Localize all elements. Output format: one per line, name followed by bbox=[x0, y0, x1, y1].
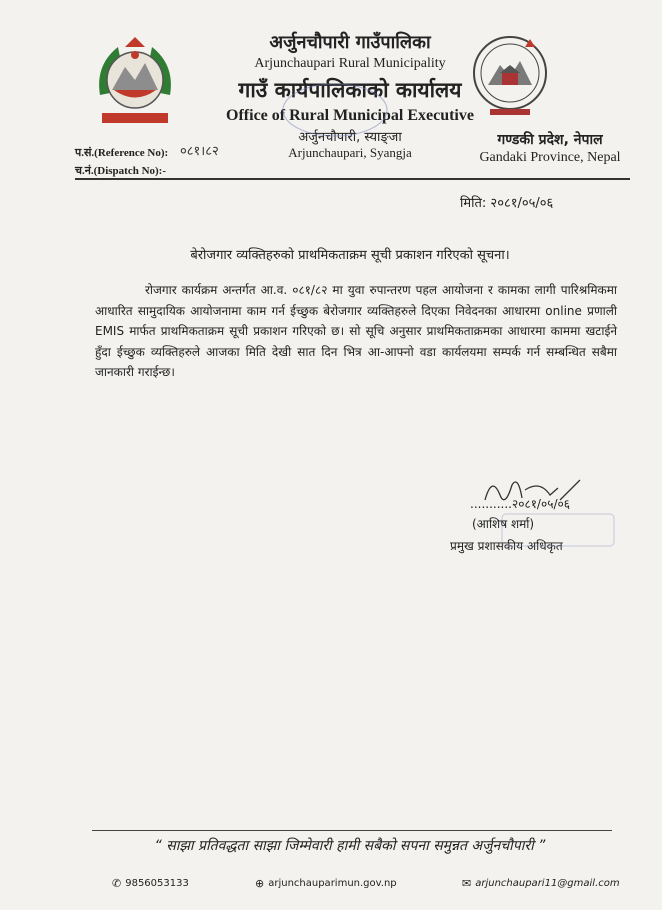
dispatch-label: च.नं.(Dispatch No):- bbox=[75, 165, 166, 177]
email-text: arjunchaupari11@gmail.com bbox=[475, 878, 620, 889]
office-name-en: Office of Rural Municipal Executive bbox=[226, 107, 474, 124]
signatory-title: प्रमुख प्रशासकीय अधिकृत bbox=[450, 539, 563, 553]
address-en: Arjunchaupari, Syangja bbox=[288, 145, 412, 160]
signature-date: २०८१/०५/०६ bbox=[511, 497, 570, 511]
footer-website bbox=[255, 877, 397, 890]
municipality-name-en: Arjunchaupari Rural Municipality bbox=[254, 56, 446, 71]
footer-email bbox=[462, 877, 620, 890]
signature-dots: ........... bbox=[470, 497, 512, 511]
footer-divider bbox=[92, 830, 612, 831]
notice-body: रोजगार कार्यक्रम अन्तर्गत आ.व. ०८१/८२ मा युवा रुपान्तरण पहल आयोजना र कामका लागी पारिश्रमिकमा आधारित सामुदायिक आयोजनामा काम गर्न ईच्छुक बेरोजगार व्यक्तिहरुले दिएका निवेदनका आधारमा online प्रणाली EMIS मार्फत प्राथमिकताक्रम सूची प्रकाशन गरिएको छ। सो सूचि अनुसार प्राथमिकताक्रमका आधारमा काममा खटाईने हुँदा ईच्छुक व्यक्तिहरुले आजका मिति देखी सात दिन भित्र आ-आफ्नो वडा कार्यलयमा सम्पर्क गर्न सम्बन्धित सबैमा जानकारी गराईन्छ। bbox=[95, 283, 617, 379]
officer-stamp-icon bbox=[498, 510, 618, 550]
nepal-emblem-icon bbox=[90, 35, 180, 130]
province-np: गण्डकी प्रदेश, नेपाल bbox=[497, 132, 603, 148]
mail-icon: ✉ bbox=[462, 877, 472, 890]
municipality-name-np: अर्जुनचौपारी गाउँपालिका bbox=[269, 32, 431, 53]
footer-motto: “ साझा प्रतिवद्धता साझा जिम्मेवारी हामी सबैको सपना समुन्नत अर्जुनचौपारी ” bbox=[154, 838, 546, 854]
phone-number: 9856053133 bbox=[125, 878, 189, 889]
phone-icon: ✆ bbox=[112, 877, 122, 890]
province-en: Gandaki Province, Nepal bbox=[479, 150, 621, 165]
reference-value: ०८१।८२ bbox=[180, 144, 219, 159]
office-stamp-icon bbox=[280, 80, 390, 140]
website-text: arjunchauparimun.gov.np bbox=[268, 878, 397, 889]
letter-date: मिति: २०८१/०५/०६ bbox=[460, 196, 554, 211]
reference-label: प.सं.(Reference No): bbox=[75, 147, 169, 159]
signatory-name: (आशिष शर्मा) bbox=[472, 517, 535, 531]
header-divider bbox=[75, 178, 630, 180]
footer-phone bbox=[112, 877, 189, 890]
office-name-np: गाउँ कार्यपालिकाको कार्यालय bbox=[238, 78, 462, 102]
subject-line: बेरोजगार व्यक्तिहरुको प्राथमिकताक्रम सूची प्रकाशन गरिएको सूचना। bbox=[190, 248, 510, 263]
address-np: अर्जुनचौपारी, स्याङ्जा bbox=[298, 130, 402, 145]
globe-icon: ⊕ bbox=[255, 877, 265, 890]
